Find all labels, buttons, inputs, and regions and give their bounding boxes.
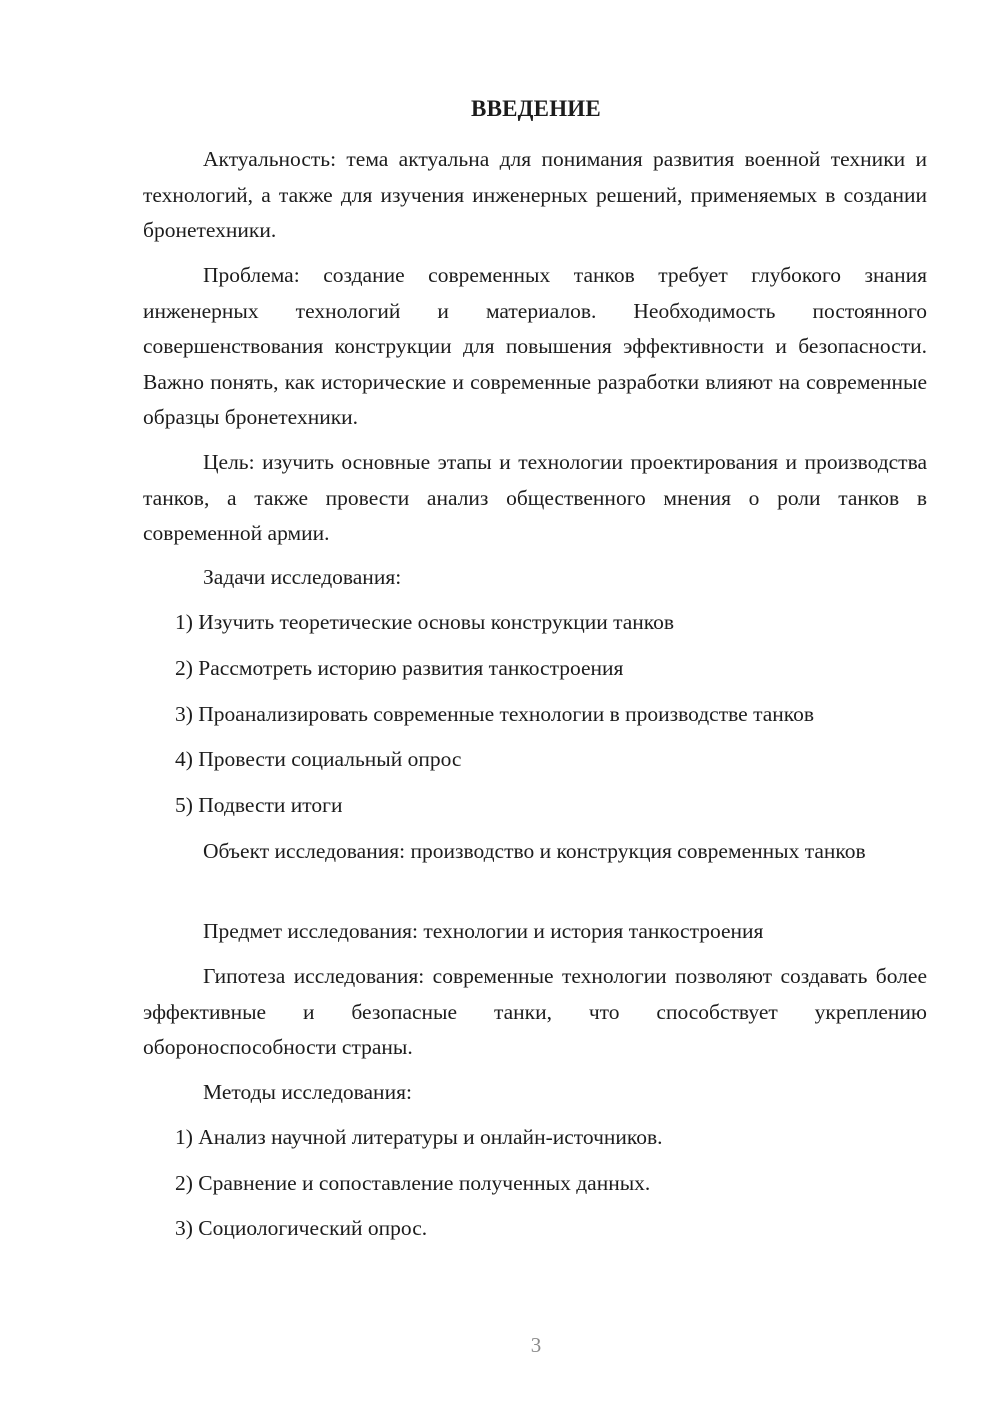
methods-heading: Методы исследования: [203,1080,412,1104]
object-paragraph: Объект исследования: производство и конструкция современных танков [203,839,866,863]
method-item: 3) Социологический опрос. [175,1216,428,1240]
method-item: 1) Анализ научной литературы и онлайн-источников. [175,1125,663,1149]
goal-paragraph: Цель: изучить основные этапы и технологии проектирования и производства танков, а также провести анализ общественного мнения о роли танков в современной армии. [143,450,927,545]
page-number: 3 [530,1333,542,1357]
task-item: 5) Подвести итоги [175,793,343,817]
relevance-paragraph: Актуальность: тема актуальна для понимания развития военной техники и технологий, а также для изучения инженерных решений, применяемых в создании бронетехники. [143,147,927,242]
page-title: ВВЕДЕНИЕ [471,96,601,121]
tasks-heading: Задачи исследования: [203,565,402,589]
problem-paragraph: Проблема: создание современных танков требует глубокого знания инженерных технологий и материалов. Необходимость постоянного совершенствования конструкции для повышения эффективности и безопасности. Важно понять, как исторические и современные разработки влияют на современные образцы бронетехники. [143,263,927,429]
task-item: 4) Провести социальный опрос [175,747,462,771]
task-item: 3) Проанализировать современные технологии в производстве танков [175,702,815,726]
task-item: 2) Рассмотреть историю развития танкостроения [175,656,624,680]
task-item: 1) Изучить теоретические основы конструкции танков [175,610,675,634]
method-item: 2) Сравнение и сопоставление полученных данных. [175,1171,651,1195]
hypothesis-paragraph: Гипотеза исследования: современные технологии позволяют создавать более эффективные и безопасные танки, что способствует укреплению обороноспособности страны. [143,964,927,1059]
subject-paragraph: Предмет исследования: технологии и история танкостроения [203,919,764,943]
